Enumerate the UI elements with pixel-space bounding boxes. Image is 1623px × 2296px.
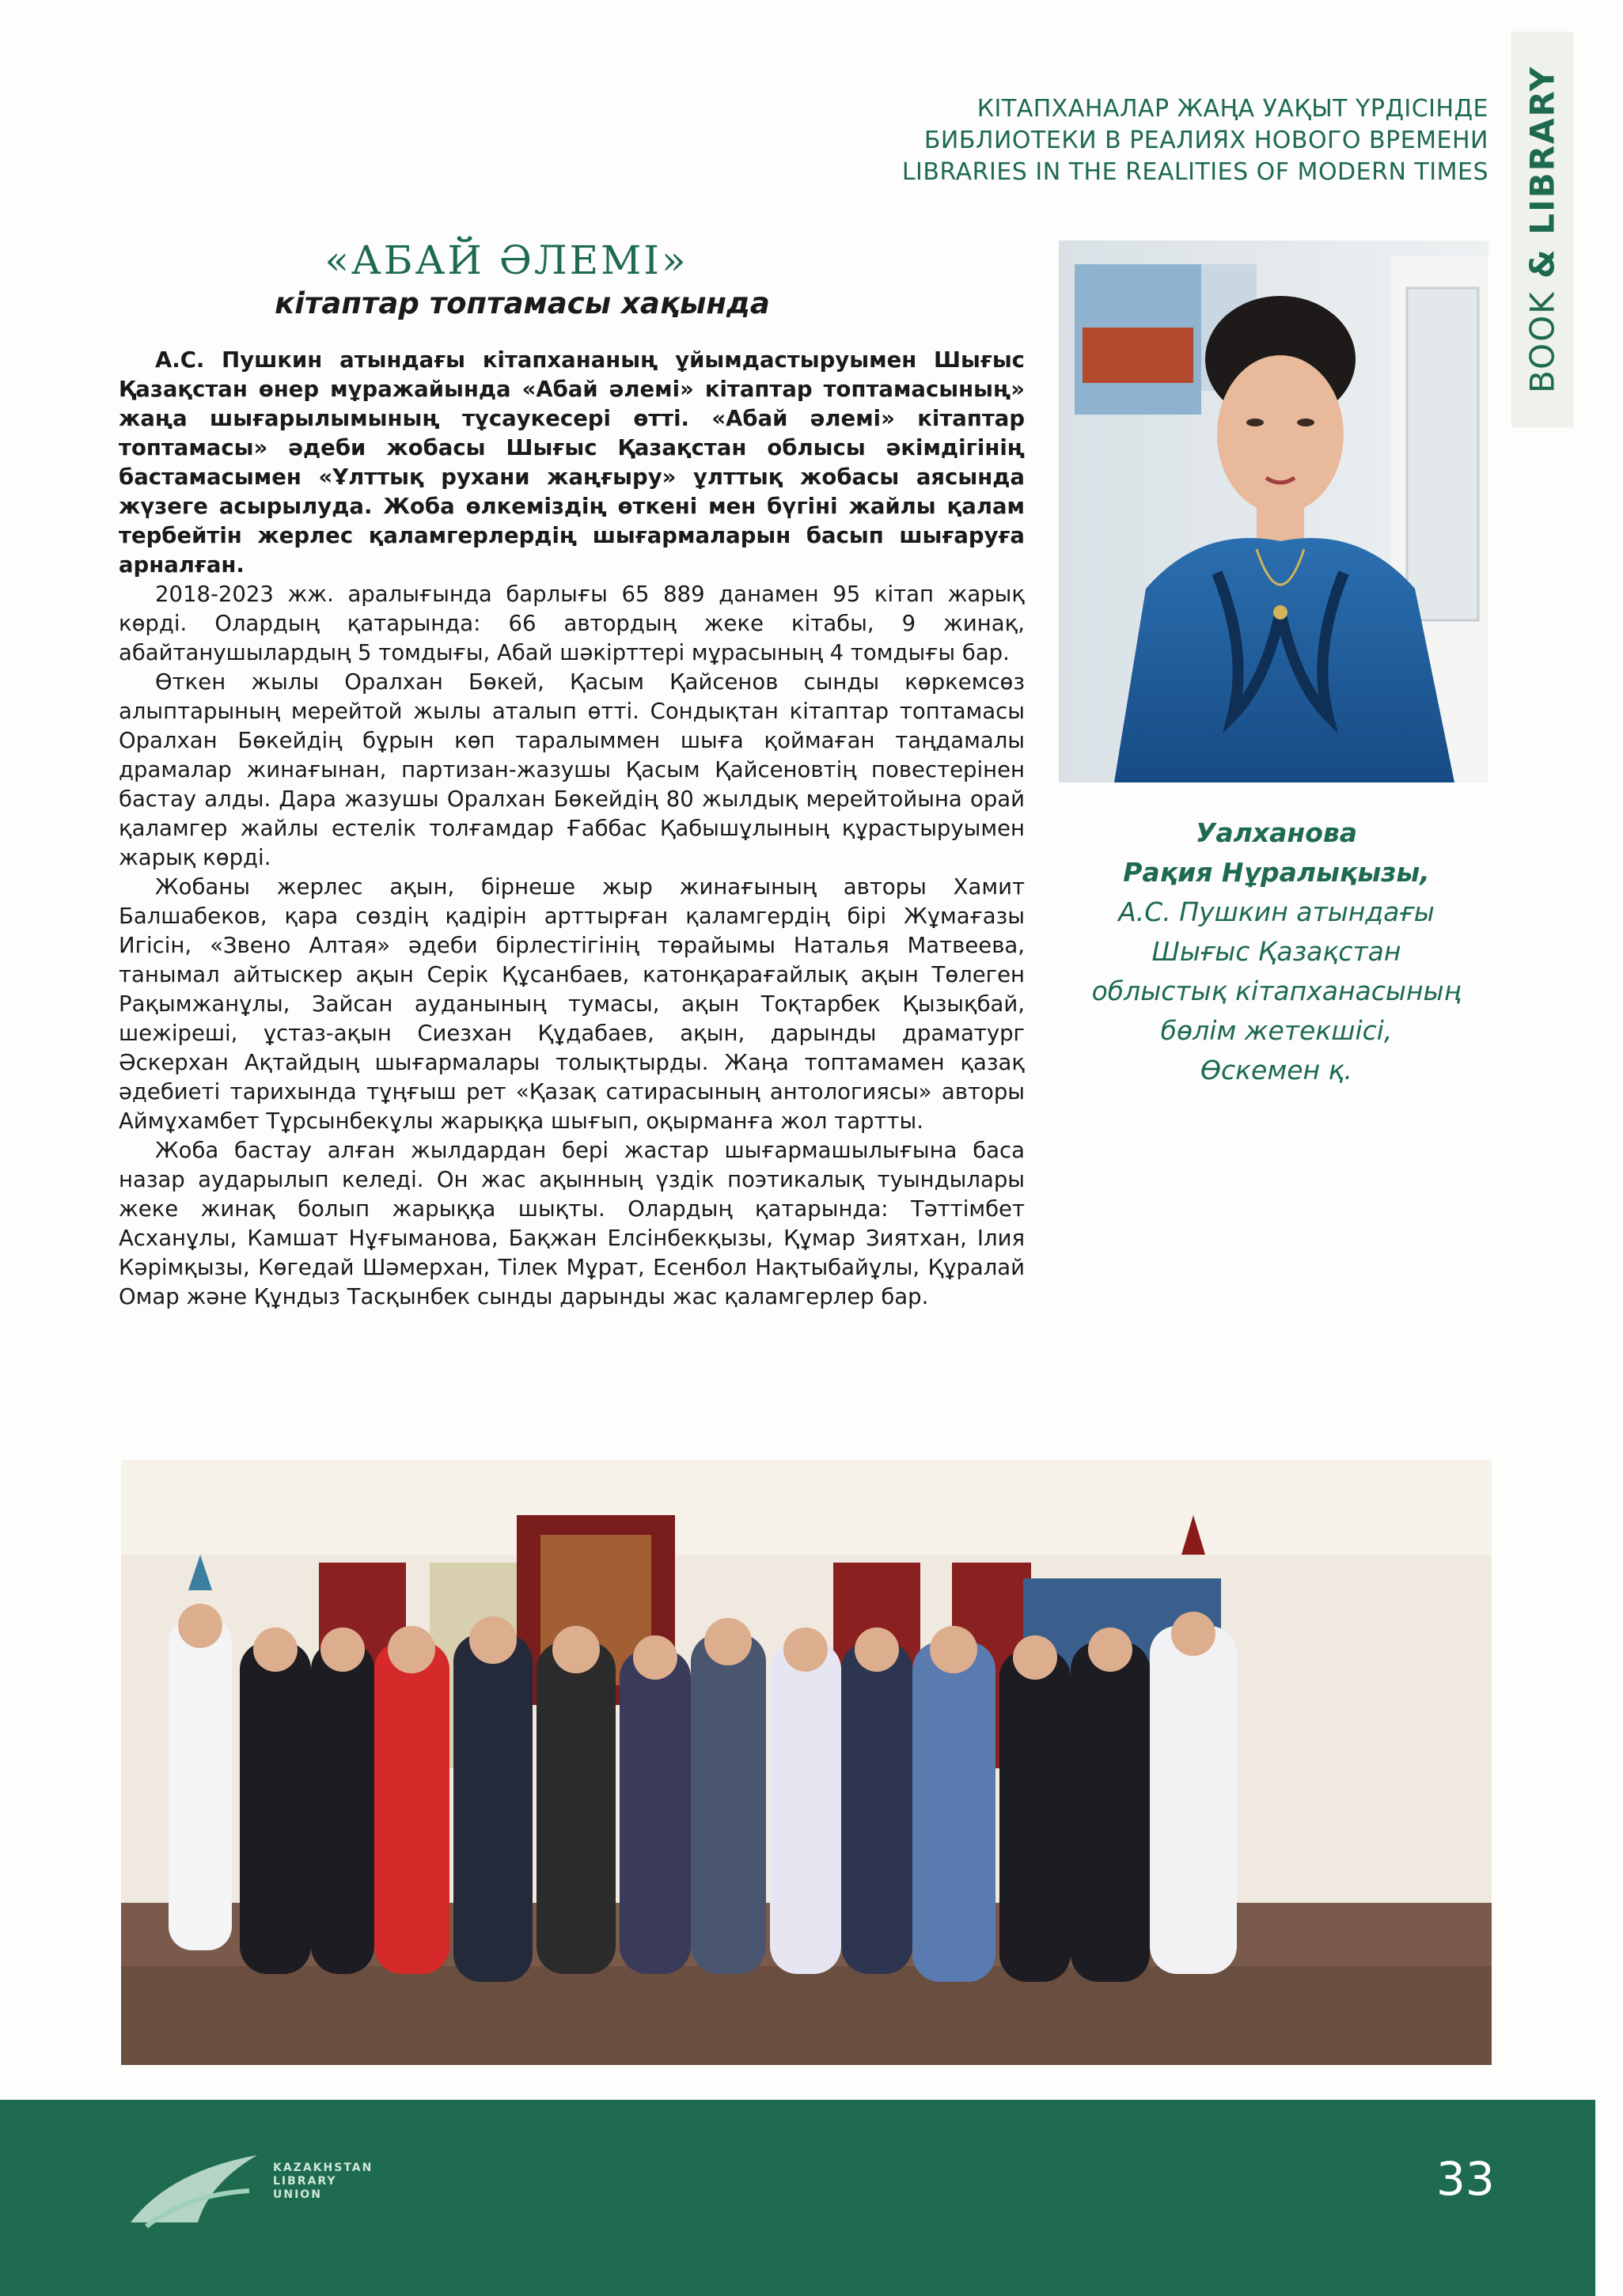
group-people: [169, 1618, 1237, 1982]
library-union-logo: [123, 2147, 265, 2234]
article-subtitle: кітаптар топтамасы хақында: [275, 286, 770, 320]
article-body: [119, 346, 1025, 1312]
article-paragraph: 2018-2023 жж. аралығында барлығы 65 889 данамен 95 кітап жарық көрді. Олардың қатарында: 66 автордың жеке кітабы, 9 жинақ, абайтанушылардың 5 томдығы, Абай шәкірттері мұрасының 4 томдығы бар.: [119, 582, 1025, 665]
section-header-kz: КІТАПХАНАЛАР ЖАҢА УАҚЫТ ҮРДІСІНДЕ: [976, 95, 1488, 123]
caption-role-line: облыстық кітапханасының: [1091, 976, 1462, 1006]
group-photo: [121, 1460, 1492, 2065]
portrait-caption: [1043, 813, 1510, 1090]
caption-given-name: Рақия Нұралықызы,: [1123, 857, 1430, 888]
caption-surname: Уалханова: [1195, 817, 1358, 848]
portrait-photo: [1059, 241, 1488, 782]
caption-city: Өскемен қ.: [1200, 1055, 1353, 1085]
section-header-en: LIBRARIES IN THE REALITIES OF MODERN TIMES: [901, 158, 1488, 186]
article-paragraph: Жоба бастау алған жылдардан бері жастар шығармашылығына баса назар аударылып келеді. Он жас ақынның үздік поэтикалық туындылары жеке жинақ болып жарыққа шықты. Олардың қатарында: Тәттімбет Асханұлы, Камшат Нұғыманова, Бақжан Елсінбекқызы, Құмар Зиятхан, Ілия Кәрімқызы, Көгедай Шәмерхан, Тілек Мұрат, Есенбол Нақтыбайұлы, Құралай Омар және Құндыз Тасқынбек сынды дарынды жас қаламгерлер бар.: [119, 1138, 1025, 1309]
library-union-name: KAZAKHSTAN LIBRARY UNION: [273, 2161, 374, 2201]
section-header-ru: БИБЛИОТЕКИ В РЕАЛИЯХ НОВОГО ВРЕМЕНИ: [923, 127, 1488, 154]
section-header: [776, 93, 1488, 188]
caption-role-line: бөлім жетекшісі,: [1160, 1015, 1393, 1046]
article-lead: А.С. Пушкин атындағы кітапхананың ұйымдастыруымен Шығыс Қазақстан өнер мұражайында «Абай әлемі» кітаптар топтамасының» жаңа шығарылымының тұсаукесері өтті. «Абай әлемі» кітаптар топтамасы» әдеби жобасы Шығыс Қазақстан облысы әкімдігінің бастамасымен «Ұлттық рухани жаңғыру» ұлттық жобасы аясында жүзеге асырылуда. Жоба өлкеміздің өткені мен бүгіні жайлы қалам тербейтін жерлес қаламгерлердің шығармаларын басып шығаруға арналған.: [119, 347, 1025, 578]
page-footer: [0, 2100, 1595, 2296]
article-title: «АБАЙ ӘЛЕМІ»: [324, 237, 688, 283]
caption-role-line: Шығыс Қазақстан: [1151, 936, 1401, 967]
side-tab-label: BOOK & LIBRARY: [1523, 65, 1562, 394]
caption-role-line: А.С. Пушкин атындағы: [1118, 896, 1435, 927]
article-paragraph: Жобаны жерлес ақын, бірнеше жыр жинағының авторы Хамит Балшабеков, қара сөздің қадірін арттырған қаламгердің бірі Жұмағазы Игісін, «Звено Алтая» әдеби бірлестігінің төрайымы Наталья Матвеева, танымал айтыскер ақын Серік Құсанбаев, катонқарағайлық ақын Төлеген Рақымжанұлы, Зайсан ауданының тумасы, ақын Тоқтарбек Қызықбай, шежіреші, ұстаз-ақын Сиезхан Құдабаев, ақын, дарынды драматург Әскерхан Ақтайдың шығармалары толықтырды. Жаңа топтамамен қазақ әдебиеті тарихында тұңғыш рет «Қазақ сатирасының антологиясы» авторы Аймұхамбет Тұрсынбекұлы жарыққа шығып, оқырманға жол тартты.: [119, 874, 1025, 1134]
page-number: 33: [1436, 2152, 1495, 2206]
article-paragraph: Өткен жылы Оралхан Бөкей, Қасым Қайсенов сынды көркемсөз алыптарының мерейтой жылы аталып өтті. Сондықтан кітаптар топтамасы Оралхан Бөкейдің бұрын көп таралыммен шыға қоймаған таңдамалы драмалар жинағынан, партизан-жазушы Қасым Қайсеновтің повестерінен бастау алды. Дара жазушы Оралхан Бөкейдің 80 жылдық мерейтойына орай қаламгер жайлы естелік толғамдар Ғаббас Қабышұлының құрастыруымен жарық көрді.: [119, 669, 1025, 870]
